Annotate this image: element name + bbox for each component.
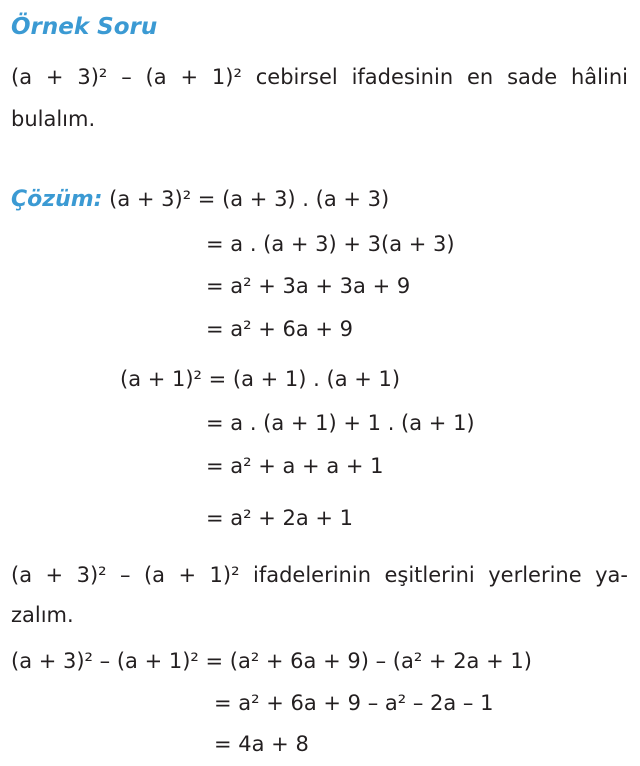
first-expression: (a + 3)² = (a + 3) . (a + 3) <box>109 187 390 211</box>
question-line-2: bulalım. <box>11 107 96 131</box>
second-expression: (a + 1)² = (a + 1) . (a + 1) <box>120 367 401 391</box>
heading: Örnek Soru <box>11 14 158 40</box>
second-step-2: = a² + a + a + 1 <box>206 454 384 478</box>
first-step-1: = a . (a + 3) + 3(a + 3) <box>206 232 455 256</box>
second-step-1: = a . (a + 1) + 1 . (a + 1) <box>206 411 475 435</box>
final-expression: (a + 3)² – (a + 1)² = (a² + 6a + 9) – (a² + 2a + 1) <box>11 649 532 673</box>
question-line-1: (a + 3)² – (a + 1)² cebirsel ifadesinin en sade hâlini <box>11 65 628 89</box>
second-step-3: = a² + 2a + 1 <box>206 506 354 530</box>
final-step-2: = 4a + 8 <box>214 732 309 756</box>
final-step-1: = a² + 6a + 9 – a² – 2a – 1 <box>214 691 494 715</box>
substitution-line-2: zalım. <box>11 603 74 627</box>
first-step-3: = a² + 6a + 9 <box>206 317 354 341</box>
substitution-line-1: (a + 3)² – (a + 1)² ifadelerinin eşitlerini yerlerine ya- <box>11 563 628 587</box>
solution-first-row <box>11 186 389 213</box>
first-step-2: = a² + 3a + 3a + 9 <box>206 274 411 298</box>
solution-label: Çözüm: <box>11 187 103 212</box>
